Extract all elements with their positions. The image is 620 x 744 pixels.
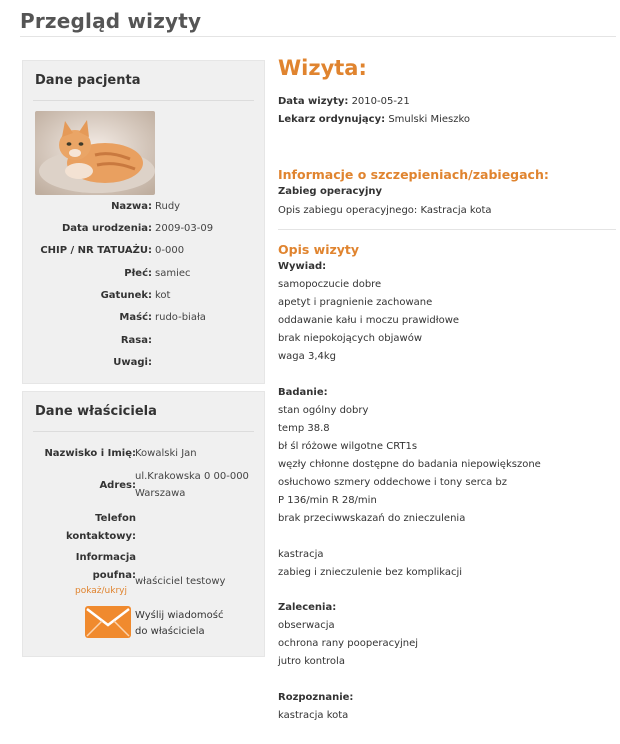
list-item: obserwacja xyxy=(278,620,335,631)
list-item: samopoczucie dobre xyxy=(278,279,382,290)
field-label: Płeć: xyxy=(124,268,152,279)
visit-doctor xyxy=(278,114,470,125)
mail-icon[interactable] xyxy=(85,606,131,638)
field-value: kot xyxy=(155,290,171,301)
field-label: Maść: xyxy=(119,312,152,323)
list-item: węzły chłonne dostępne do badania niepowiększone xyxy=(278,459,541,470)
diagnosis-value: kastracja kota xyxy=(278,710,349,721)
vaccination-heading: Informacje o szczepieniach/zabiegach: xyxy=(278,167,549,182)
field-value: samiec xyxy=(155,268,191,279)
field-value: 2009-03-09 xyxy=(155,223,214,234)
field-label: Uwagi: xyxy=(113,357,152,368)
exam-section xyxy=(278,384,541,528)
divider xyxy=(33,100,254,101)
title-divider xyxy=(20,36,616,37)
list-item: ochrona rany pooperacyjnej xyxy=(278,638,419,649)
list-item: zabieg i znieczulenie bez komplikacji xyxy=(278,567,463,578)
interview-section xyxy=(278,258,459,366)
send-message-link[interactable] xyxy=(135,608,245,640)
field-value: rudo-biała xyxy=(155,312,206,323)
divider xyxy=(278,229,616,230)
list-item: waga 3,4kg xyxy=(278,351,337,362)
field-value: Rudy xyxy=(155,201,181,212)
procedure-label: Zabieg operacyjny xyxy=(278,186,383,197)
list-item: bł śl różowe wilgotne CRT1s xyxy=(278,441,418,452)
procedure-description: Opis zabiegu operacyjnego: Kastracja kota xyxy=(278,205,492,216)
field-label: Adres: xyxy=(99,480,136,491)
list-item: brak przeciwwskazań do znieczulenia xyxy=(278,513,466,524)
field-label xyxy=(26,510,136,546)
list-item: apetyt i pragnienie zachowane xyxy=(278,297,433,308)
field-label: Data wizyty: xyxy=(278,96,349,107)
field-label: Nazwisko i Imię: xyxy=(44,448,136,459)
label-line: Telefon xyxy=(95,513,136,524)
recommendations-section xyxy=(278,599,418,671)
procedure-notes xyxy=(278,546,462,582)
owner-panel xyxy=(22,391,265,657)
field-label xyxy=(26,549,136,585)
field-label: CHIP / NR TATUAŻU: xyxy=(40,245,152,256)
field-label: Nazwa: xyxy=(111,201,152,212)
address-line: ul.Krakowska 0 00-000 xyxy=(135,471,249,482)
list-item: osłuchowo szmery oddechowe i tony serca bz xyxy=(278,477,508,488)
patient-panel xyxy=(22,60,265,384)
field-value: Kowalski Jan xyxy=(135,448,197,459)
list-item: stan ogólny dobry xyxy=(278,405,369,416)
section-label: Wywiad: xyxy=(278,261,327,272)
section-label: Badanie: xyxy=(278,387,328,398)
field-label: Data urodzenia: xyxy=(61,223,152,234)
field-value: Smulski Mieszko xyxy=(388,114,471,125)
owner-heading: Dane właściciela xyxy=(35,404,157,419)
list-item: brak niepokojących objawów xyxy=(278,333,423,344)
field-value: 2010-05-21 xyxy=(351,96,410,107)
patient-photo xyxy=(35,111,155,195)
divider xyxy=(33,431,254,432)
list-item: P 136/min R 28/min xyxy=(278,495,377,506)
field-value xyxy=(135,468,261,502)
list-item: temp 38.8 xyxy=(278,423,330,434)
address-line: Warszawa xyxy=(135,488,186,499)
label-line: kontaktowy: xyxy=(66,531,136,542)
visit-title: Wizyta: xyxy=(278,56,367,80)
patient-heading: Dane pacjenta xyxy=(35,73,141,88)
toggle-link[interactable]: pokaż/ukryj xyxy=(75,586,127,596)
label-line: Informacja xyxy=(75,552,136,563)
field-address xyxy=(23,468,266,504)
visit-date xyxy=(278,96,410,107)
field-label: Lekarz ordynujący: xyxy=(278,114,386,125)
diagnosis-section xyxy=(278,689,353,725)
field-label: Gatunek: xyxy=(100,290,152,301)
page-title: Przegląd wizyty xyxy=(20,9,202,33)
label-line: poufna: xyxy=(92,570,136,581)
message-line: Wyślij wiadomość xyxy=(135,610,224,621)
list-item: jutro kontrola xyxy=(278,656,345,667)
message-line: do właściciela xyxy=(135,626,205,637)
section-label: Rozpoznanie: xyxy=(278,692,354,703)
field-value: właściciel testowy xyxy=(135,576,226,587)
visit-description-heading: Opis wizyty xyxy=(278,242,360,257)
list-item: oddawanie kału i moczu prawidłowe xyxy=(278,315,460,326)
section-label: Zalecenia: xyxy=(278,602,337,613)
field-label: Rasa: xyxy=(120,335,152,346)
field-value: 0-000 xyxy=(155,245,185,256)
list-item: kastracja xyxy=(278,549,324,560)
